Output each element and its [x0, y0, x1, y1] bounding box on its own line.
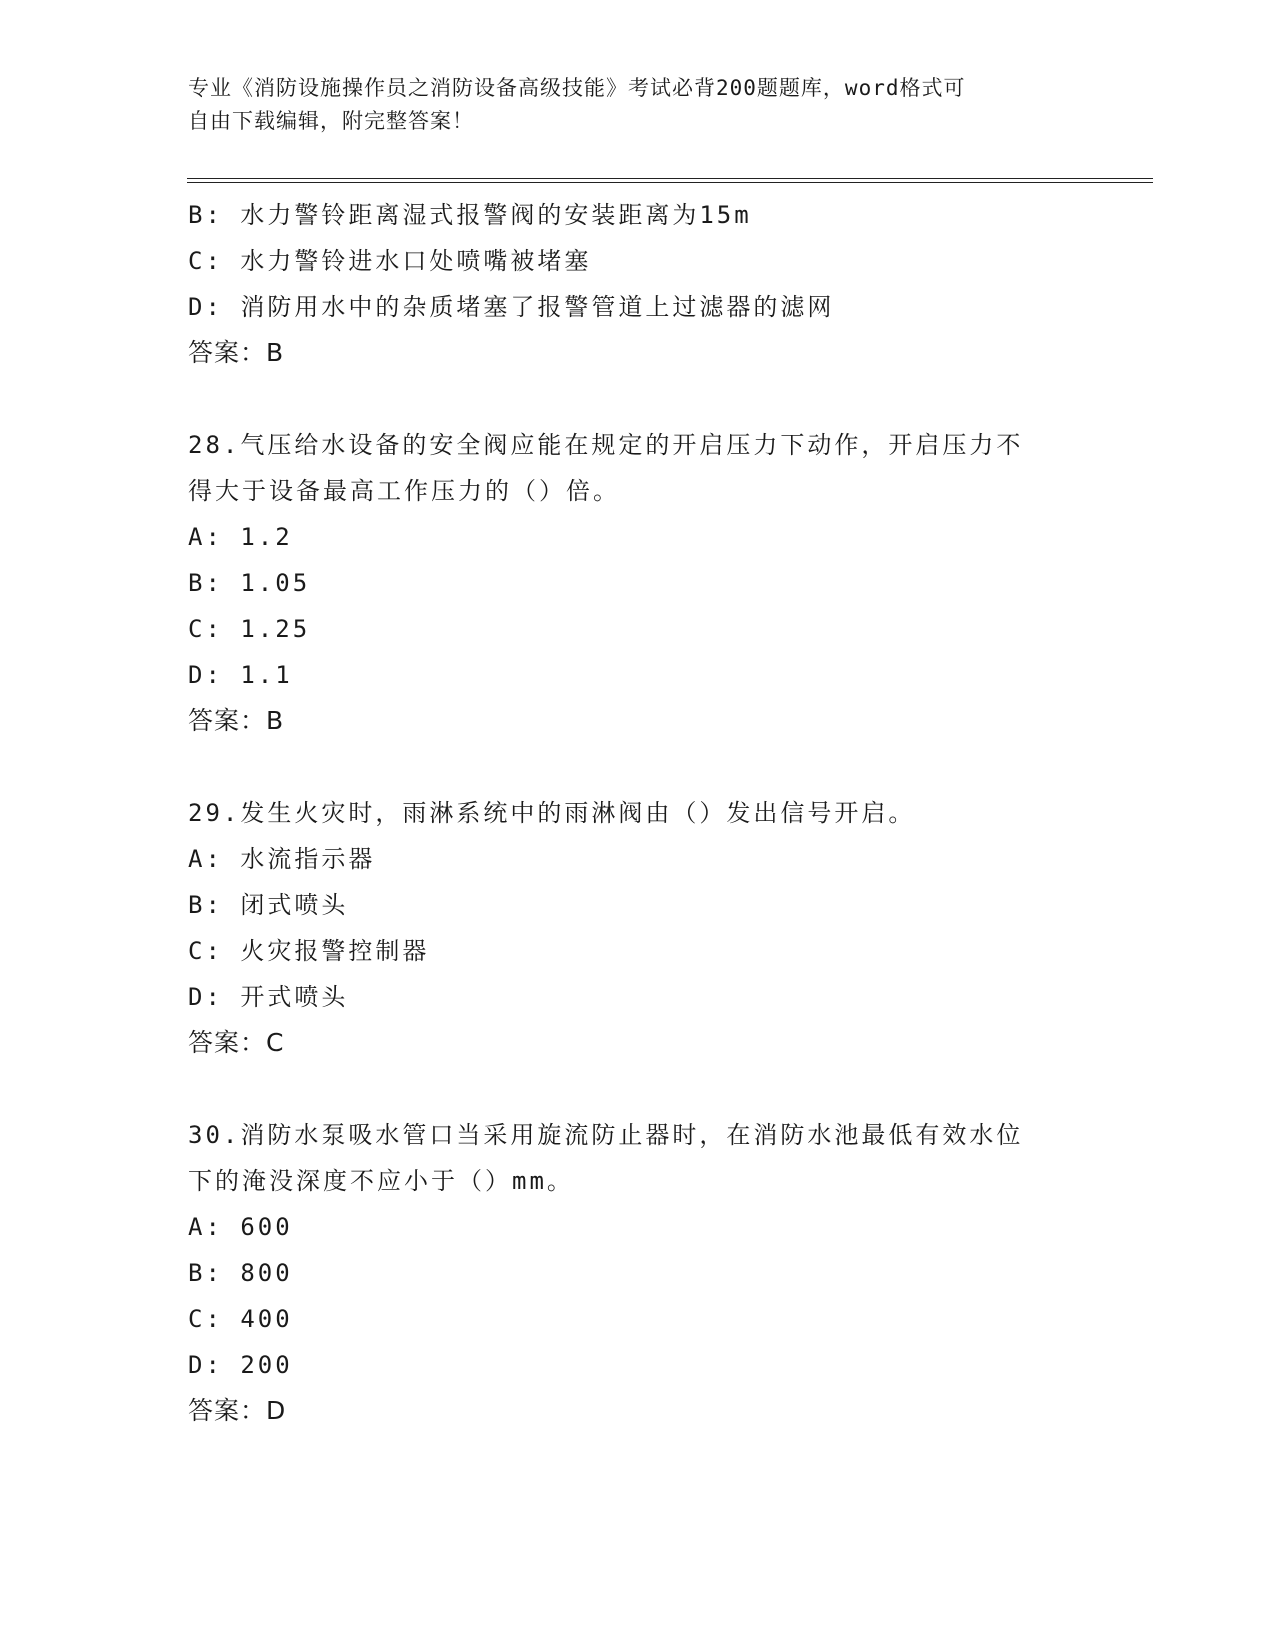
option-a: A: 1.2 — [188, 523, 293, 551]
question-stem-continued: 得大于设备最高工作压力的（）倍。 — [188, 477, 620, 505]
option-c: C: 水力警铃进水口处喷嘴被堵塞 — [188, 247, 592, 275]
question-28 — [188, 422, 1088, 744]
question-29 — [188, 790, 1088, 1066]
answer-line: 答案：B — [188, 706, 285, 735]
question-stem: 29.发生火灾时，雨淋系统中的雨淋阀由（）发出信号开启。 — [188, 799, 916, 827]
option-c: C: 火灾报警控制器 — [188, 937, 430, 965]
question-stem-continued: 下的淹没深度不应小于（）mm。 — [188, 1167, 574, 1195]
option-b: B: 1.05 — [188, 569, 311, 597]
spacer — [188, 744, 1088, 790]
header-rule-bottom — [187, 182, 1153, 183]
question-list — [188, 192, 1088, 1434]
answer-line: 答案：B — [188, 338, 285, 367]
question-27-continued — [188, 192, 1088, 376]
answer-line: 答案：C — [188, 1028, 285, 1057]
option-b: B: 闭式喷头 — [188, 891, 349, 919]
question-stem: 28.气压给水设备的安全阀应能在规定的开启压力下动作，开启压力不 — [188, 431, 1024, 459]
spacer — [188, 376, 1088, 422]
option-c: C: 400 — [188, 1305, 293, 1333]
option-a: A: 水流指示器 — [188, 845, 376, 873]
option-b: B: 水力警铃距离湿式报警阀的安装距离为15m — [188, 201, 752, 229]
option-d: D: 200 — [188, 1351, 293, 1379]
spacer — [188, 1066, 1088, 1112]
header-rule-top — [187, 178, 1153, 179]
answer-line: 答案：D — [188, 1396, 287, 1425]
option-d: D: 1.1 — [188, 661, 293, 689]
header-line-1: 专业《消防设施操作员之消防设备高级技能》考试必背200题题库，word格式可 — [188, 76, 966, 100]
option-d: D: 消防用水中的杂质堵塞了报警管道上过滤器的滤网 — [188, 293, 835, 321]
option-b: B: 800 — [188, 1259, 293, 1287]
question-stem: 30.消防水泵吸水管口当采用旋流防止器时，在消防水池最低有效水位 — [188, 1121, 1024, 1149]
header-line-2: 自由下载编辑，附完整答案！ — [188, 109, 474, 133]
option-d: D: 开式喷头 — [188, 983, 349, 1011]
option-a: A: 600 — [188, 1213, 293, 1241]
document-header — [188, 72, 1088, 138]
question-30 — [188, 1112, 1088, 1434]
option-c: C: 1.25 — [188, 615, 311, 643]
